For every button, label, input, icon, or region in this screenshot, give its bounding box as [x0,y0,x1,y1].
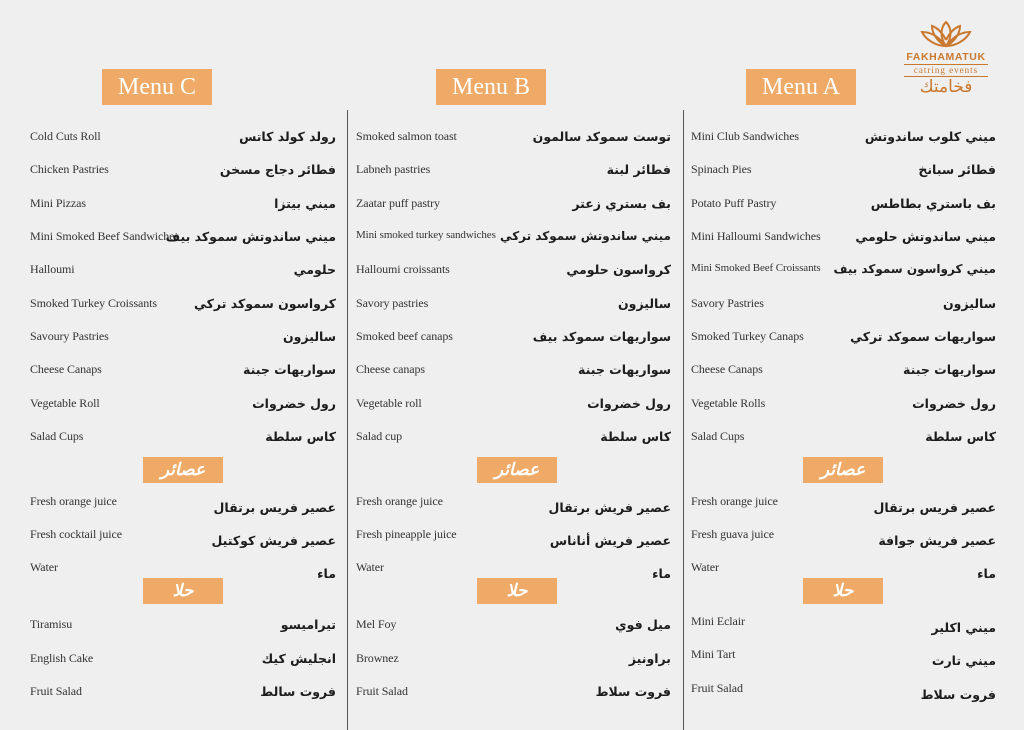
item-name-en: Mini Tart [691,647,736,661]
menu-c-column [30,0,336,730]
menu-item [356,296,671,316]
item-name-ar: عصير فريس برتقال [873,500,996,515]
item-name-ar: رول خضروات [587,396,671,411]
item-name-ar: عصير فريش جوافة [878,533,996,548]
item-name-en: Smoked beef canaps [356,329,453,343]
menu-item [30,429,336,449]
juice-item [691,527,996,547]
dessert-item [356,684,671,704]
item-name-ar: سواريهات سموكد بيف [532,329,671,344]
item-name-ar: ميل فوي [615,617,671,632]
brand-subtitle: catring events [904,64,988,77]
item-name-en: Mini Smoked Beef Croissants [691,262,821,274]
item-name-ar: كاس سلطة [600,429,671,444]
item-name-ar: رول خضروات [912,396,996,411]
item-name-ar: ميني ساندوتش حلومي [855,229,996,244]
item-name-en: Zaatar puff pastry [356,196,440,210]
desserts-section-badge: حلا [803,578,883,604]
menu-item [356,362,671,382]
menu-item [356,262,671,282]
menu-item [30,296,336,316]
menu-item [356,162,671,182]
menu-item [30,262,336,282]
item-name-en: Fresh orange juice [30,494,117,508]
item-name-ar: كرواسون سموكد تركي [194,296,336,311]
item-name-ar: ساليزون [283,329,336,344]
item-name-en: Labneh pastries [356,162,431,176]
item-name-en: Smoked salmon toast [356,129,457,143]
item-name-ar: ميني ساندوتش سموكد تركي [500,229,671,243]
item-name-en: Fruit Salad [356,684,408,698]
item-name-ar: كاس سلطة [265,429,336,444]
item-name-en: Potato Puff Pastry [691,196,777,210]
item-name-en: Fresh pineapple juice [356,527,457,541]
brand-name: FAKHAMATUK [906,51,986,63]
item-name-ar: ماء [652,566,671,581]
item-name-en: Fresh orange juice [691,494,778,508]
dessert-item [691,647,996,667]
item-name-ar: فروت سالط [260,684,336,699]
item-name-en: English Cake [30,651,94,665]
item-name-en: Water [691,560,719,574]
item-name-en: Smoked Turkey Croissants [30,296,157,310]
item-name-en: Halloumi [30,262,75,276]
item-name-ar: ميني كلوب ساندوتش [864,129,996,144]
item-name-ar: عصير فريش أناناس [549,533,671,548]
item-name-en: Salad Cups [691,429,745,443]
juice-item [691,494,996,514]
item-name-en: Fruit Salad [30,684,82,698]
item-name-ar: ساليزون [618,296,671,311]
item-name-ar: ماء [977,566,996,581]
menu-item [691,329,996,349]
item-name-ar: حلومي [293,262,336,277]
menu-item [356,396,671,416]
item-name-ar: سواريهات جبنة [903,362,996,377]
item-name-ar: رولد كولد كاتس [239,129,336,144]
item-name-ar: رول خضروات [252,396,336,411]
menu-item [356,229,671,249]
column-divider [347,110,348,730]
item-name-en: Mel Foy [356,617,397,631]
item-name-ar: عصير فريش برتقال [548,500,671,515]
item-name-ar: ميني ساندوتش سموكد بيف [165,229,336,244]
menu-item [356,196,671,216]
item-name-en: Salad Cups [30,429,84,443]
item-name-en: Water [356,560,384,574]
menu-item [356,429,671,449]
item-name-ar: تيراميسو [280,617,336,632]
item-name-ar: كاس سلطة [925,429,996,444]
juice-item [30,527,336,547]
menu-item [30,196,336,216]
item-name-ar: فروت سلاط [920,687,996,702]
item-name-en: Chicken Pastries [30,162,109,176]
item-name-ar: كرواسون حلومي [566,262,671,277]
item-name-en: Brownez [356,651,399,665]
item-name-en: Tiramisu [30,617,73,631]
menu-item [356,329,671,349]
item-name-en: Cheese Canaps [30,362,102,376]
menu-item [30,396,336,416]
item-name-en: Vegetable Rolls [691,396,766,410]
item-name-en: Spinach Pies [691,162,752,176]
menu-item [356,129,671,149]
menu-item [691,362,996,382]
item-name-en: Fresh orange juice [356,494,443,508]
item-name-ar: انجليش كيك [261,651,336,666]
item-name-en: Fresh cocktail juice [30,527,122,541]
juice-item [356,494,671,514]
dessert-item [691,614,996,634]
item-name-en: Savory pastries [356,296,429,310]
item-name-en: Mini Club Sandwiches [691,129,799,143]
dessert-item [691,681,996,701]
column-divider [683,110,684,730]
item-name-en: Mini Pizzas [30,196,86,210]
desserts-section-badge: حلا [477,578,557,604]
menu-item [30,129,336,149]
juice-item [356,527,671,547]
item-name-en: Mini Smoked Beef Sandwiches [30,229,179,243]
juice-item [30,494,336,514]
menu-item [30,329,336,349]
item-name-ar: فطائر لبنة [606,162,671,177]
item-name-en: Vegetable roll [356,396,422,410]
menu-item [30,362,336,382]
brand-arabic-name: فخامتك [919,77,973,97]
item-name-ar: ميني تارت [931,653,996,668]
menu-item [691,296,996,316]
item-name-en: Fruit Salad [691,681,743,695]
juice-item [691,560,996,580]
juices-section-badge: عصائر [477,457,557,483]
menu-item [691,196,996,216]
desserts-section-badge: حلا [143,578,223,604]
item-name-ar: فطائر دجاج مسخن [219,162,336,177]
menu-item [691,162,996,182]
item-name-en: Savory Pastries [691,296,764,310]
juices-section-badge: عصائر [803,457,883,483]
juices-section-badge: عصائر [143,457,223,483]
item-name-ar: فروت سلاط [595,684,671,699]
dessert-item [30,651,336,671]
item-name-en: Mini Halloumi Sandwiches [691,229,821,243]
juice-item [30,560,336,580]
item-name-ar: بف بستري زعتر [572,196,671,211]
menu-item [691,396,996,416]
item-name-en: Cheese canaps [356,362,426,376]
item-name-ar: عصير فريس برتقال [213,500,336,515]
item-name-ar: ميني كرواسون سموكد بيف [833,262,996,276]
menu-a-title: Menu A [746,69,856,105]
item-name-ar: ساليزون [943,296,996,311]
item-name-ar: توست سموكد سالمون [532,129,671,144]
item-name-en: Vegetable Roll [30,396,100,410]
menu-item [691,229,996,249]
item-name-ar: ميني بيتزا [274,196,336,211]
item-name-en: Salad cup [356,429,403,443]
item-name-en: Savoury Pastries [30,329,109,343]
item-name-en: Mini Eclair [691,614,745,628]
dessert-item [356,651,671,671]
item-name-en: Water [30,560,58,574]
menu-b-column [356,0,671,730]
item-name-en: Smoked Turkey Canaps [691,329,804,343]
dessert-item [30,684,336,704]
item-name-en: Halloumi croissants [356,262,450,276]
item-name-ar: سواريهات جبنة [578,362,671,377]
menu-item [691,262,996,282]
item-name-ar: بف باستري بطاطس [870,196,996,211]
menu-a-column [691,0,996,730]
dessert-item [356,617,671,637]
item-name-ar: سواريهات سموكد تركي [850,329,996,344]
item-name-ar: فطائر سبانخ [918,162,996,177]
item-name-ar: ميني اكلير [931,620,996,635]
item-name-en: Cold Cuts Roll [30,129,101,143]
menu-b-title: Menu B [436,69,546,105]
juice-item [356,560,671,580]
item-name-ar: براونيز [628,651,671,666]
item-name-ar: سواريهات جبنة [243,362,336,377]
item-name-ar: عصير فريش كوكتيل [211,533,336,548]
menu-item [30,229,336,249]
dessert-item [30,617,336,637]
item-name-en: Mini smoked turkey sandwiches [356,229,496,241]
item-name-en: Cheese Canaps [691,362,763,376]
item-name-en: Fresh guava juice [691,527,774,541]
item-name-ar: ماء [317,566,336,581]
menu-c-title: Menu C [102,69,212,105]
menu-item [691,129,996,149]
menu-item [691,429,996,449]
menu-item [30,162,336,182]
